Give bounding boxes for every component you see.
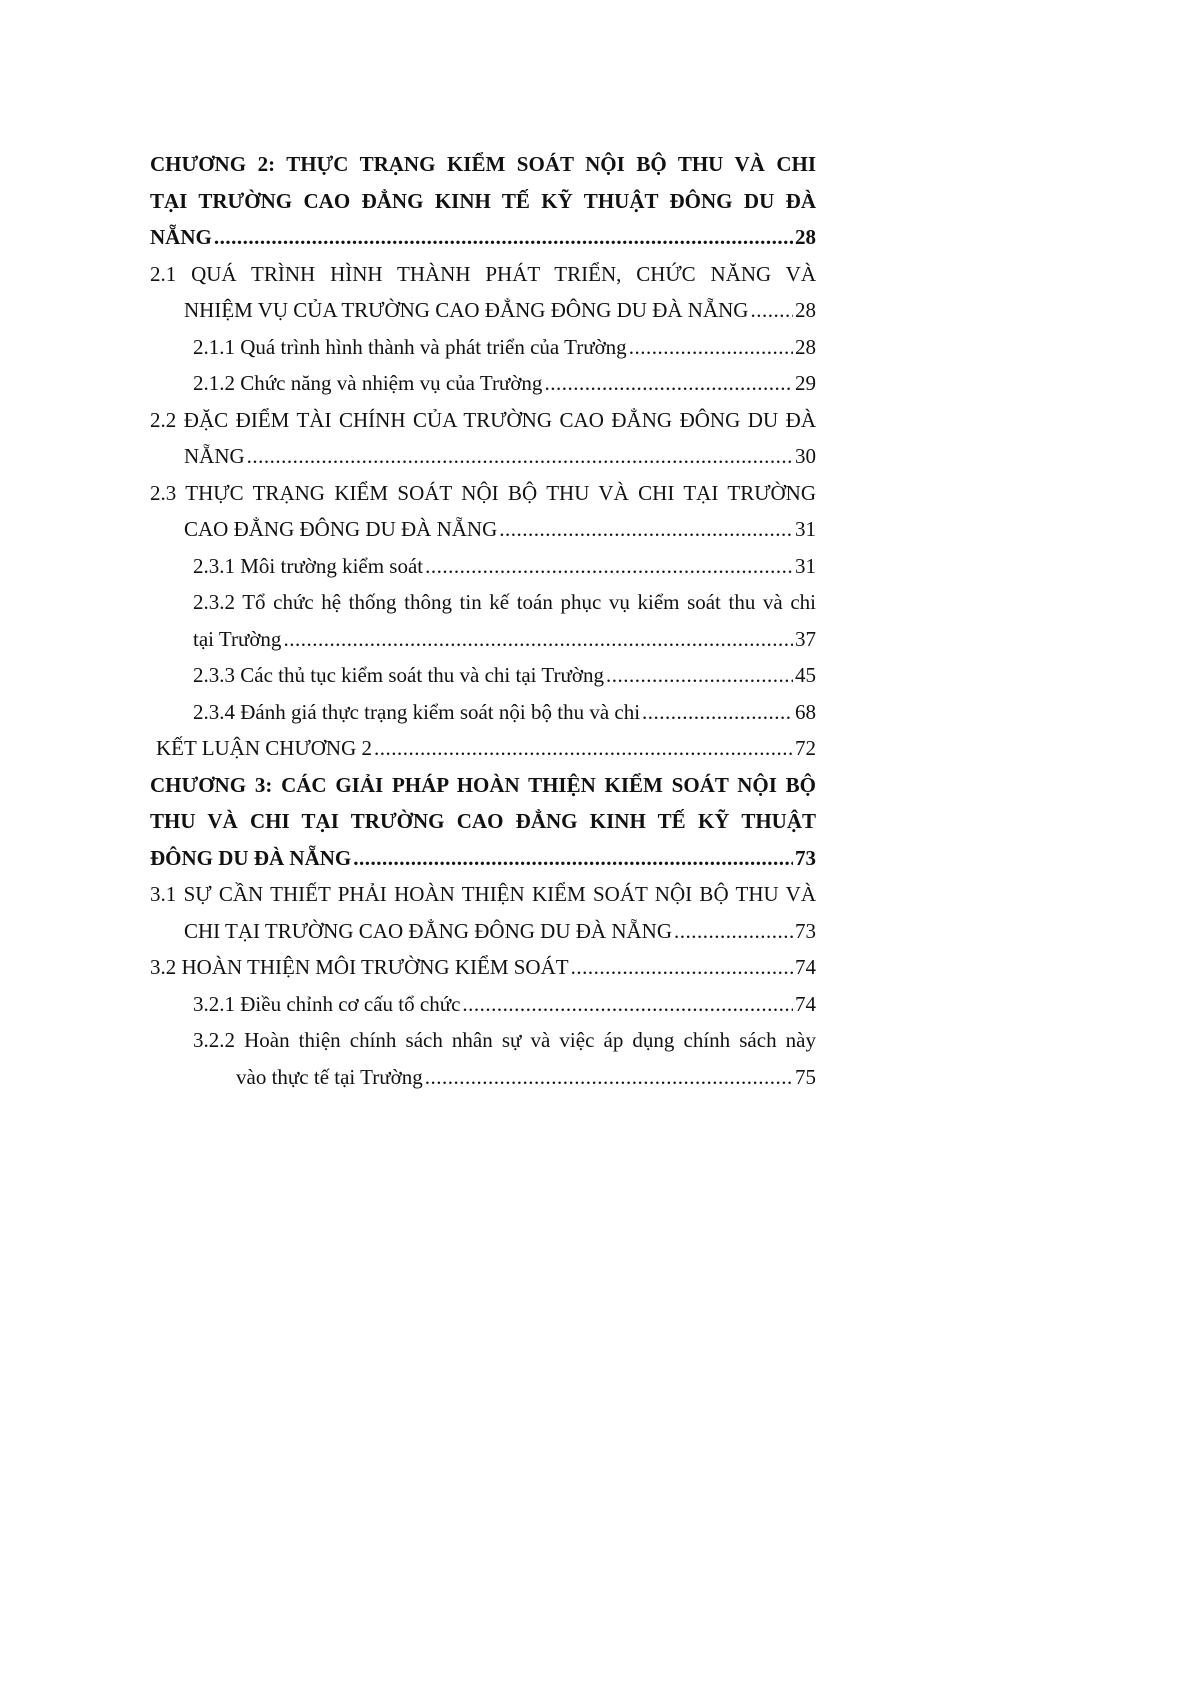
toc-last-line [193, 548, 816, 585]
toc-section-3-2[interactable] [150, 949, 816, 986]
toc-last-line [150, 438, 816, 475]
toc-line: 2.3 THỰC TRẠNG KIỂM SOÁT NỘI BỘ THU VÀ CHI TẠI TRƯỜNG [150, 480, 816, 505]
dot-leader [499, 511, 793, 548]
toc-section-3-2-1[interactable] [150, 986, 816, 1023]
toc-section-2-3-3[interactable] [150, 657, 816, 694]
toc-section-2-1-1[interactable] [150, 329, 816, 366]
toc-line: 3.1 SỰ CẦN THIẾT PHẢI HOÀN THIỆN KIỂM SOÁT NỘI BỘ THU VÀ [150, 882, 816, 906]
toc-last-line [193, 986, 816, 1023]
page-number: 28 [795, 298, 816, 322]
dot-leader [425, 548, 793, 585]
dot-leader [214, 219, 793, 256]
toc-line: CHƯƠNG 3: CÁC GIẢI PHÁP HOÀN THIỆN KIỂM SOÁT NỘI BỘ [150, 772, 816, 797]
page-number: 31 [795, 553, 816, 578]
dot-leader [374, 730, 793, 767]
dot-leader [247, 438, 793, 475]
toc-line: 2.1.2 Chức năng và nhiệm vụ của Trường [193, 371, 543, 395]
toc-line: NHIỆM VỤ CỦA TRƯỜNG CAO ĐẲNG ĐÔNG DU ĐÀ NẴNG [184, 298, 749, 322]
dot-leader [544, 365, 793, 402]
toc-last-line [150, 511, 816, 548]
page-number: 68 [795, 699, 816, 724]
dot-leader [629, 329, 793, 366]
dot-leader [571, 949, 793, 986]
toc-last-line [150, 219, 816, 256]
toc-line: ĐÔNG DU ĐÀ NẴNG [150, 845, 352, 870]
toc-line: 3.2.1 Điều chỉnh cơ cấu tổ chức [193, 991, 461, 1016]
toc-last-line [193, 1059, 816, 1096]
toc-last-line [193, 657, 816, 694]
page-number: 73 [795, 845, 816, 870]
toc-section-2-3-2[interactable] [150, 584, 816, 657]
page-number: 74 [795, 955, 816, 979]
page-number: 28 [795, 225, 816, 249]
toc-line: vào thực tế tại Trường [236, 1064, 423, 1089]
dot-leader [283, 621, 793, 658]
toc-section-2-3-4[interactable] [150, 694, 816, 731]
toc-last-line [193, 365, 816, 402]
toc-last-line [193, 694, 816, 731]
toc-last-line [150, 913, 816, 950]
dot-leader [674, 913, 793, 950]
toc-last-line [150, 949, 816, 986]
page-number: 29 [795, 371, 816, 395]
toc-section-2-3-1[interactable] [150, 548, 816, 585]
toc-line: CHI TẠI TRƯỜNG CAO ĐẲNG ĐÔNG DU ĐÀ NẴNG [184, 918, 673, 943]
page-number: 72 [795, 736, 816, 760]
dot-leader [750, 292, 793, 329]
page-number: 45 [795, 663, 816, 687]
toc-line: 3.2 HOÀN THIỆN MÔI TRƯỜNG KIỂM SOÁT [150, 955, 569, 979]
page-number: 28 [795, 334, 816, 359]
toc-line: CAO ĐẲNG ĐÔNG DU ĐÀ NẴNG [184, 517, 498, 541]
toc-section-2-3[interactable] [150, 475, 816, 548]
toc-line: NẴNG [184, 444, 245, 468]
page-number: 37 [795, 626, 816, 651]
toc-section-2-1[interactable] [150, 256, 816, 329]
page-number: 73 [795, 918, 816, 943]
page-number: 31 [795, 517, 816, 541]
dot-leader [353, 840, 793, 877]
toc-chapter-3[interactable] [150, 767, 816, 877]
table-of-contents [150, 146, 816, 1095]
toc-chapter-2[interactable] [150, 146, 816, 256]
toc-line: 2.3.4 Đánh giá thực trạng kiểm soát nội bộ thu và chi [193, 699, 641, 724]
toc-line: 3.2.2 Hoàn thiện chính sách nhân sự và việc áp dụng chính sách này [193, 1028, 816, 1052]
toc-line: 2.2 ĐẶC ĐIỂM TÀI CHÍNH CỦA TRƯỜNG CAO ĐẲNG ĐÔNG DU ĐÀ [150, 407, 816, 432]
toc-line: 2.3.1 Môi trường kiểm soát [193, 553, 424, 578]
toc-conclusion-chapter-2[interactable] [150, 730, 816, 767]
toc-last-line [193, 329, 816, 366]
toc-line: THU VÀ CHI TẠI TRƯỜNG CAO ĐẲNG KINH TẾ KỸ THUẬT [150, 809, 816, 833]
page-number: 74 [795, 991, 816, 1016]
toc-last-line [150, 292, 816, 329]
toc-line: 2.1.1 Quá trình hình thành và phát triển của Trường [193, 334, 627, 359]
dot-leader [425, 1059, 793, 1096]
toc-line: 2.1 QUÁ TRÌNH HÌNH THÀNH PHÁT TRIỂN, CHỨC NĂNG VÀ [150, 261, 816, 286]
dot-leader [462, 986, 793, 1023]
dot-leader [606, 657, 793, 694]
toc-section-3-1[interactable] [150, 876, 816, 949]
page-number: 30 [795, 444, 816, 468]
toc-line: KẾT LUẬN CHƯƠNG 2 [156, 736, 372, 760]
page-number: 75 [795, 1064, 816, 1089]
toc-last-line [150, 840, 816, 877]
toc-section-2-1-2[interactable] [150, 365, 816, 402]
toc-line: NẴNG [150, 225, 212, 249]
toc-line: 2.3.3 Các thủ tục kiểm soát thu và chi tại Trường [193, 663, 604, 687]
toc-section-3-2-2[interactable] [150, 1022, 816, 1095]
toc-line: 2.3.2 Tổ chức hệ thống thông tin kế toán phục vụ kiểm soát thu và chi [193, 590, 816, 614]
toc-line: CHƯƠNG 2: THỰC TRẠNG KIỂM SOÁT NỘI BỘ THU VÀ CHI [150, 152, 816, 176]
toc-line: tại Trường [193, 626, 282, 651]
toc-last-line [193, 621, 816, 658]
dot-leader [642, 694, 793, 731]
toc-line: TẠI TRƯỜNG CAO ĐẲNG KINH TẾ KỸ THUẬT ĐÔNG DU ĐÀ [150, 188, 816, 213]
toc-last-line [156, 730, 816, 767]
toc-section-2-2[interactable] [150, 402, 816, 475]
